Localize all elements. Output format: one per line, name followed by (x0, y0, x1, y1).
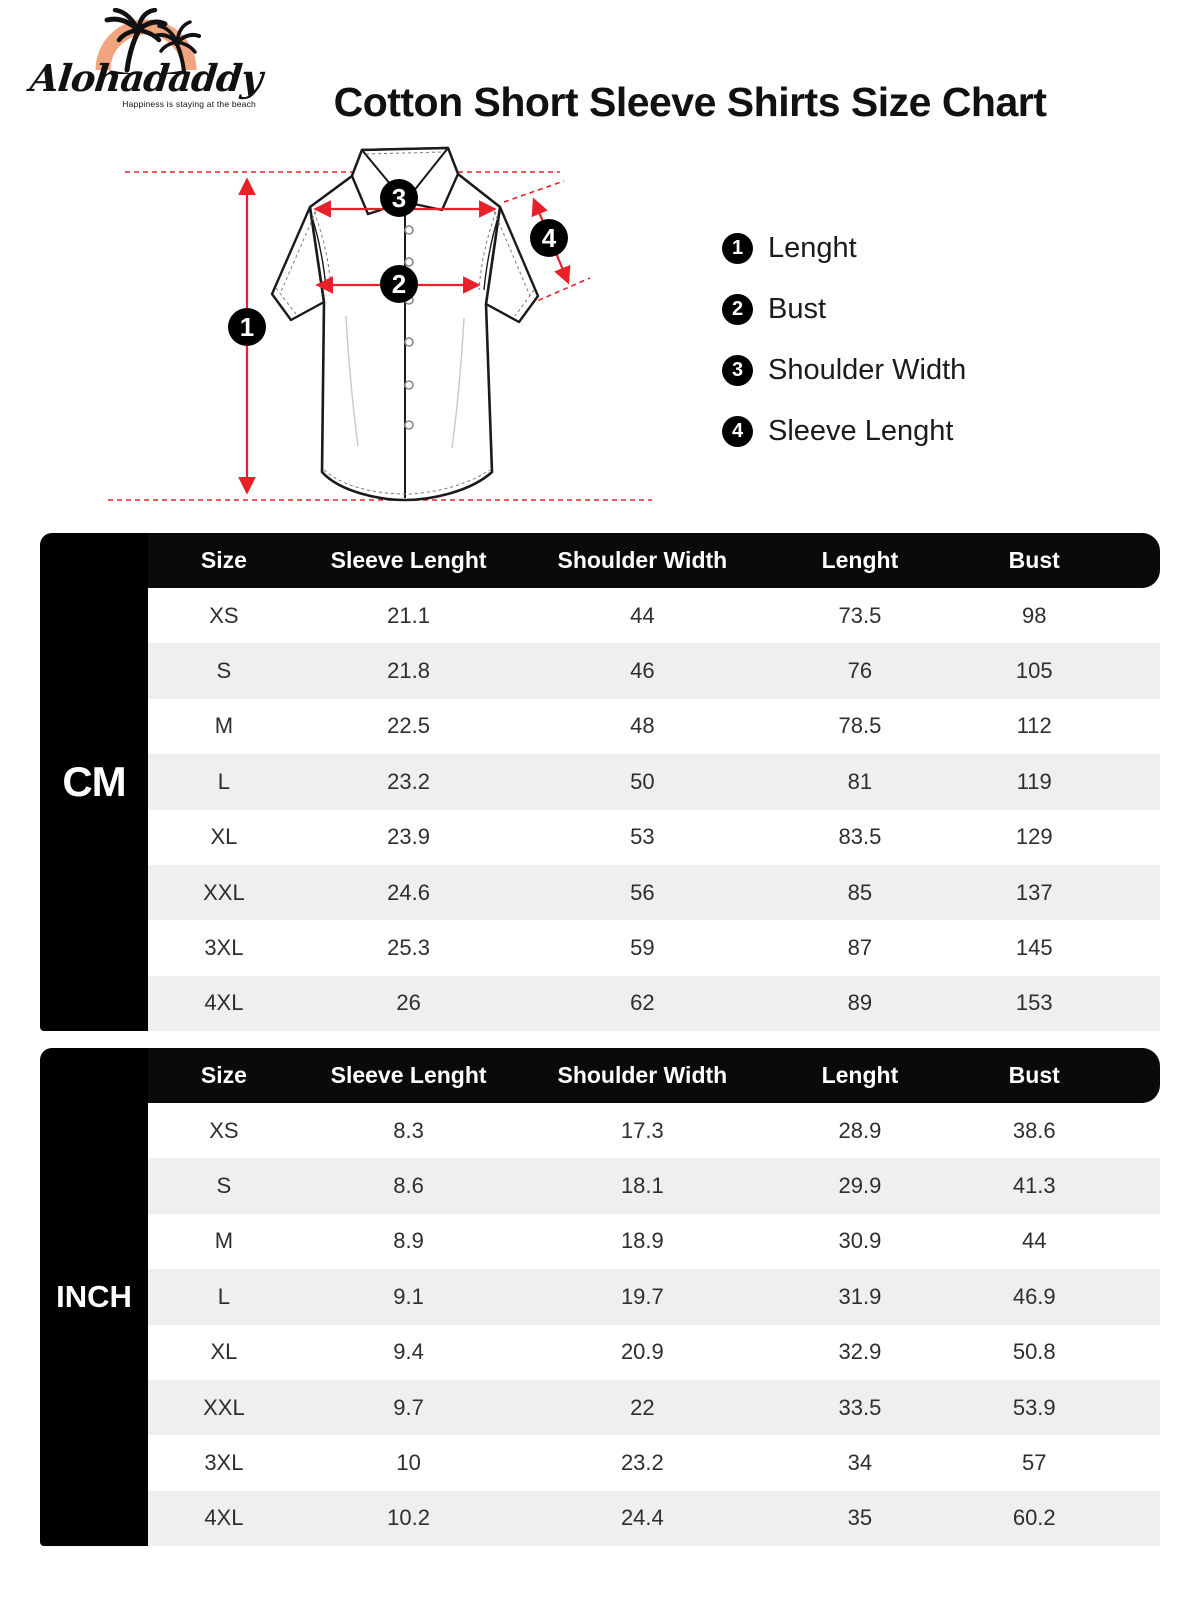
value-cell: 10 (396, 1450, 421, 1476)
value-cell: 8.9 (393, 1228, 424, 1254)
value-cell: 81 (847, 768, 873, 794)
value-cell: 23.2 (620, 1450, 664, 1476)
measurement-legend (722, 232, 966, 476)
value-cell: 41.3 (1012, 1173, 1056, 1199)
value-cell: 105 (1015, 658, 1053, 684)
value-cell: 32.9 (838, 1339, 882, 1365)
value-cell: 44 (630, 602, 655, 628)
value-cell: 21.1 (387, 602, 430, 628)
size-cell: L (217, 768, 231, 794)
column-header: Shoulder Width (557, 547, 728, 573)
value-cell: 50.8 (1012, 1339, 1056, 1365)
legend-item (722, 354, 966, 386)
legend-number-badge: 2 (722, 294, 753, 325)
value-cell: 9.1 (393, 1283, 424, 1309)
column-header: Shoulder Width (557, 1062, 728, 1088)
size-cell: XS (209, 602, 239, 628)
value-cell: 30.9 (838, 1228, 882, 1254)
size-table-cm (40, 533, 1160, 1031)
value-cell: 18.9 (620, 1228, 664, 1254)
value-cell: 73.5 (838, 602, 882, 628)
column-header: Sleeve Lenght (330, 547, 487, 573)
size-cell: M (214, 1228, 234, 1254)
value-cell: 57 (1022, 1450, 1047, 1476)
size-cell: L (217, 1283, 231, 1309)
value-cell: 9.7 (393, 1394, 424, 1420)
legend-label: Bust (768, 292, 827, 325)
size-cell: S (216, 658, 232, 684)
legend-label: Sleeve Lenght (768, 414, 954, 447)
size-cell: XS (209, 1117, 239, 1143)
value-cell: 44 (1022, 1228, 1047, 1254)
unit-label: CM (40, 533, 148, 1031)
size-cell: 3XL (204, 1450, 244, 1476)
table-row (148, 699, 1160, 754)
value-cell: 17.3 (620, 1117, 664, 1143)
table-row (148, 1435, 1160, 1490)
value-cell: 33.5 (838, 1394, 882, 1420)
table-row (148, 865, 1160, 920)
unit-label: INCH (40, 1048, 148, 1546)
value-cell: 48 (630, 713, 655, 739)
badge-2: 2 (391, 269, 407, 299)
legend-item (722, 415, 966, 447)
badge-4: 4 (541, 223, 557, 253)
legend-label: Lenght (768, 231, 857, 264)
column-header: Size (200, 547, 247, 573)
size-cell: XL (210, 824, 238, 850)
value-cell: 85 (847, 879, 873, 905)
table-row (148, 588, 1160, 643)
size-cell: 4XL (204, 1505, 244, 1531)
legend-item (722, 293, 966, 325)
legend-number-badge: 4 (722, 416, 753, 447)
value-cell: 145 (1015, 935, 1053, 961)
legend-number-badge: 3 (722, 355, 753, 386)
size-cell: XXL (203, 879, 245, 905)
column-header: Lenght (821, 1062, 899, 1088)
value-cell: 50 (630, 768, 655, 794)
value-cell: 53 (630, 824, 655, 850)
value-cell: 21.8 (387, 658, 430, 684)
column-header: Bust (1008, 547, 1060, 573)
size-cell: M (214, 713, 234, 739)
brand-logo (26, 8, 266, 124)
size-cell: 3XL (204, 935, 244, 961)
value-cell: 24.6 (387, 879, 430, 905)
value-cell: 87 (847, 935, 873, 961)
brand-name: Alohadaddy (28, 56, 265, 100)
column-header: Bust (1008, 1062, 1060, 1088)
value-cell: 34 (847, 1450, 873, 1476)
value-cell: 137 (1015, 879, 1053, 905)
value-cell: 25.3 (387, 935, 430, 961)
value-cell: 8.6 (393, 1173, 424, 1199)
legend-item (722, 232, 966, 264)
size-table-inch (40, 1048, 1160, 1546)
table-row (148, 1380, 1160, 1435)
value-cell: 35 (847, 1505, 873, 1531)
value-cell: 78.5 (838, 713, 882, 739)
legend-number-badge: 1 (722, 233, 753, 264)
table-row (148, 1269, 1160, 1324)
table-row (148, 1103, 1160, 1158)
value-cell: 129 (1015, 824, 1053, 850)
value-cell: 20.9 (620, 1339, 664, 1365)
value-cell: 22 (630, 1394, 655, 1420)
value-cell: 46.9 (1012, 1283, 1056, 1309)
size-cell: XL (210, 1339, 238, 1365)
size-cell: 4XL (204, 990, 244, 1016)
value-cell: 18.1 (620, 1173, 664, 1199)
value-cell: 112 (1016, 713, 1052, 739)
value-cell: 60.2 (1012, 1505, 1056, 1531)
shirt-measurement-diagram (100, 136, 700, 514)
column-header: Size (200, 1062, 247, 1088)
value-cell: 10.2 (387, 1505, 430, 1531)
value-cell: 31.9 (838, 1283, 882, 1309)
table-row (148, 754, 1160, 809)
value-cell: 153 (1015, 990, 1053, 1016)
column-header: Sleeve Lenght (330, 1062, 487, 1088)
value-cell: 22.5 (387, 713, 430, 739)
value-cell: 62 (630, 990, 655, 1016)
value-cell: 83.5 (838, 824, 882, 850)
table-row (148, 976, 1160, 1031)
size-cell: S (216, 1173, 232, 1199)
value-cell: 29.9 (838, 1173, 882, 1199)
column-header: Lenght (821, 547, 899, 573)
badge-3: 3 (391, 183, 407, 213)
table-row (148, 810, 1160, 865)
table-columns (148, 1048, 1160, 1546)
table-header-row (148, 1048, 1160, 1103)
value-cell: 24.4 (620, 1505, 664, 1531)
value-cell: 59 (630, 935, 655, 961)
value-cell: 9.4 (393, 1339, 424, 1365)
table-row (148, 643, 1160, 698)
size-cell: XXL (203, 1394, 245, 1420)
page-title: Cotton Short Sleeve Shirts Size Chart (333, 79, 1047, 126)
badge-1: 1 (239, 312, 255, 342)
value-cell: 8.3 (393, 1117, 424, 1143)
brand-tagline: Happiness is staying at the beach (122, 99, 256, 109)
legend-label: Shoulder Width (768, 353, 967, 386)
table-row (148, 1325, 1160, 1380)
value-cell: 46 (630, 658, 655, 684)
value-cell: 23.9 (387, 824, 430, 850)
table-row (148, 1214, 1160, 1269)
table-columns (148, 533, 1160, 1031)
value-cell: 53.9 (1012, 1394, 1056, 1420)
value-cell: 28.9 (838, 1117, 882, 1143)
table-row (148, 920, 1160, 975)
value-cell: 23.2 (387, 768, 430, 794)
value-cell: 119 (1016, 768, 1052, 794)
value-cell: 89 (847, 990, 873, 1016)
table-row (148, 1158, 1160, 1213)
value-cell: 38.6 (1012, 1117, 1056, 1143)
value-cell: 26 (396, 990, 421, 1016)
table-row (148, 1491, 1160, 1546)
value-cell: 19.7 (620, 1283, 664, 1309)
value-cell: 76 (847, 658, 873, 684)
value-cell: 98 (1022, 602, 1047, 628)
table-header-row (148, 533, 1160, 588)
value-cell: 56 (630, 879, 655, 905)
